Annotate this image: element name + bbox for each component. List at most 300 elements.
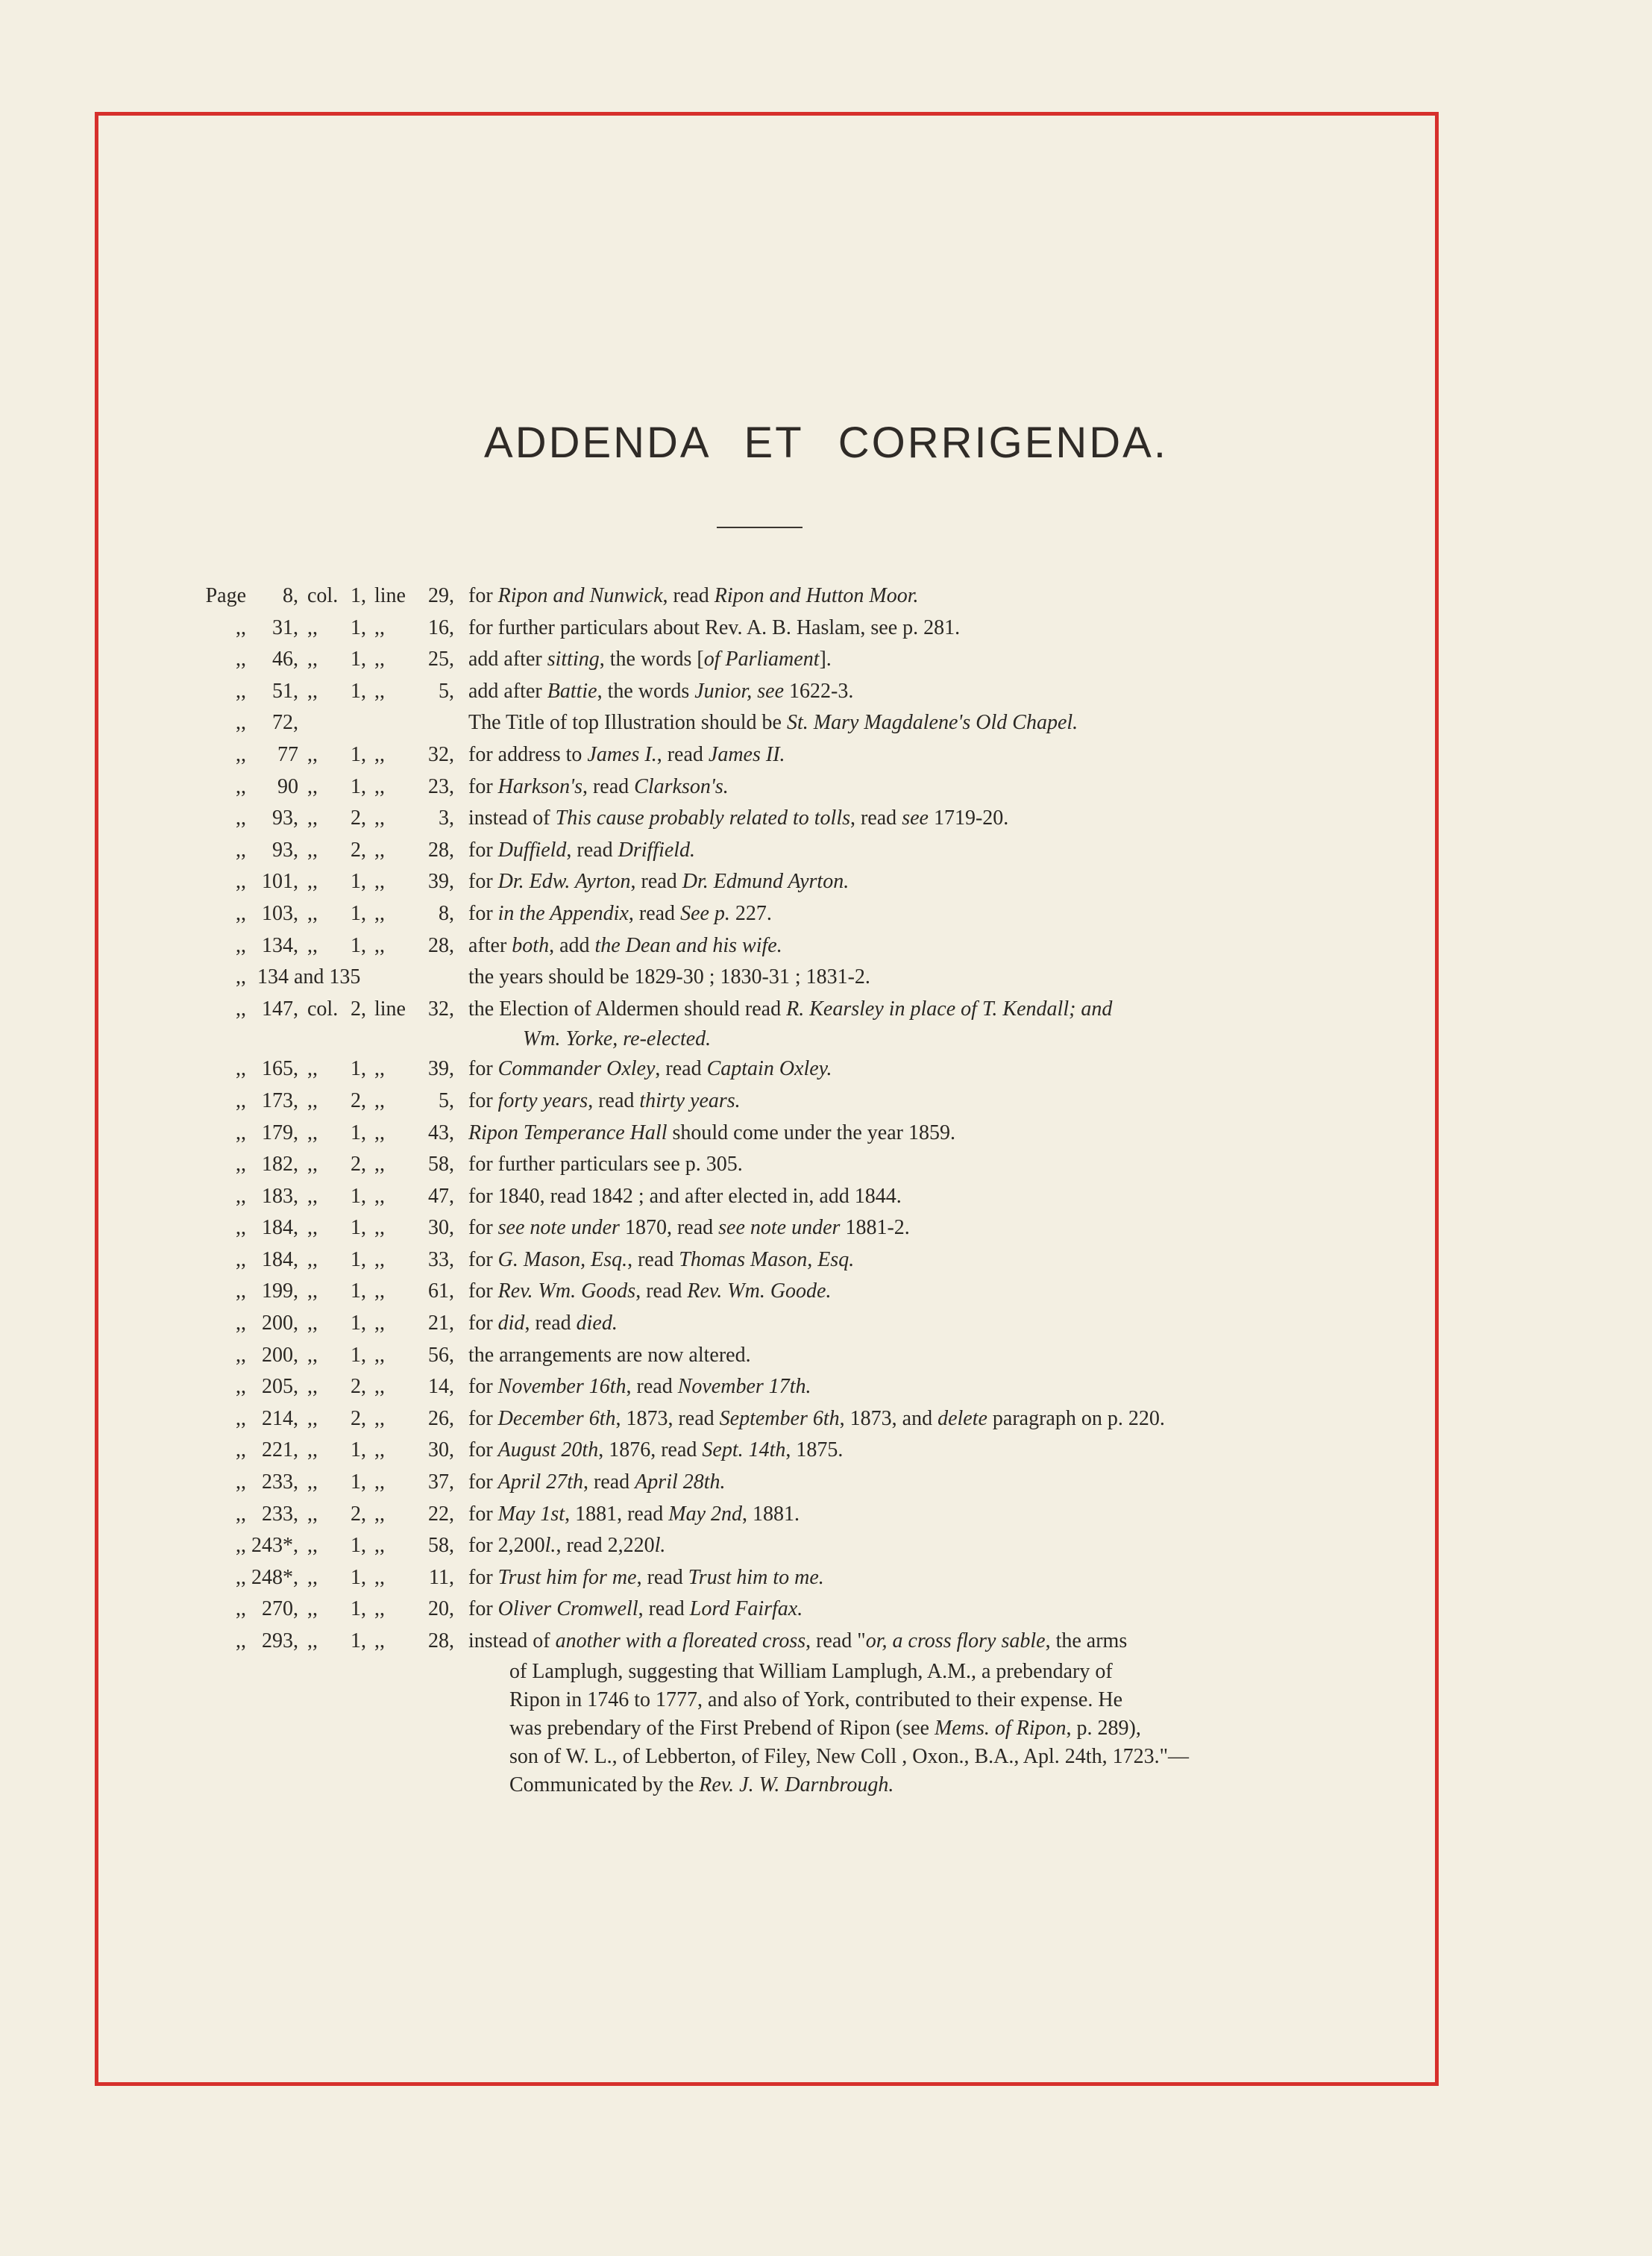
- line-label: ,,: [374, 1153, 385, 1176]
- roman-text: for: [468, 1438, 498, 1462]
- italic-text: November 17th.: [677, 1375, 811, 1399]
- italic-text: April 27th: [497, 1470, 583, 1494]
- italic-text: Thomas Mason, Esq.: [679, 1247, 855, 1271]
- continuation-text: [509, 1743, 1189, 1771]
- erratum-row: [0, 580, 1652, 612]
- column-number: 1,: [351, 615, 366, 639]
- roman-text: ].: [819, 648, 832, 671]
- page-prefix: ,,: [236, 1121, 246, 1144]
- correction-text: [468, 866, 849, 898]
- correction-text: [468, 1467, 726, 1499]
- roman-text: for: [468, 1057, 498, 1081]
- column-number: 1,: [351, 1247, 366, 1271]
- correction-text: [468, 580, 919, 612]
- line-number: 26,: [428, 1406, 454, 1430]
- column-label: ,,: [307, 774, 318, 798]
- italic-text: Ripon and Hutton Moor.: [714, 584, 919, 607]
- line-label: ,,: [374, 1184, 385, 1208]
- italic-text: See p.: [680, 901, 730, 925]
- italic-text: Trust him for me: [497, 1565, 637, 1589]
- column-label: ,,: [307, 1279, 318, 1303]
- column-label: ,,: [307, 1216, 318, 1240]
- page-number: 101,: [262, 870, 298, 894]
- italic-text: see note under: [718, 1216, 841, 1240]
- roman-text: , read: [638, 1597, 690, 1621]
- column-number: 2,: [351, 997, 366, 1021]
- roman-text: for: [468, 901, 498, 925]
- italic-text: James II.: [708, 742, 785, 766]
- page-number: 173,: [262, 1088, 298, 1112]
- column-number: 1,: [351, 1534, 366, 1558]
- italic-text: forty years: [497, 1088, 588, 1112]
- correction-text: [468, 612, 960, 645]
- roman-text: 1881-2.: [840, 1216, 910, 1240]
- column-label: ,,: [307, 1597, 318, 1621]
- column-label: ,,: [307, 1375, 318, 1399]
- correction-text: [468, 1403, 1165, 1435]
- erratum-row: [0, 1467, 1652, 1499]
- roman-text: for: [468, 1470, 498, 1494]
- erratum-row: [0, 1626, 1652, 1658]
- roman-text: for further particulars see p. 305.: [468, 1153, 743, 1176]
- roman-text: for: [468, 1406, 498, 1430]
- correction-text: [468, 1594, 803, 1626]
- page-number: 233,: [262, 1502, 298, 1526]
- roman-text: , the arms: [1045, 1629, 1128, 1652]
- correction-text: [468, 898, 772, 930]
- roman-text: of Lamplugh, suggesting that William Lamplugh, A.M., a prebendary of: [509, 1659, 1113, 1683]
- roman-text: , read: [582, 774, 635, 798]
- line-label: ,,: [374, 1502, 385, 1526]
- column-number: 1,: [351, 1343, 366, 1367]
- line-number: 43,: [428, 1121, 454, 1144]
- column-label: ,,: [307, 1502, 318, 1526]
- correction-text: [468, 1626, 1127, 1658]
- erratum-row: [0, 1181, 1652, 1213]
- correction-text: [468, 707, 1078, 739]
- line-label: ,,: [374, 901, 385, 925]
- page-prefix: ,,: [236, 870, 246, 894]
- line-number: 28,: [428, 933, 454, 957]
- erratum-row: [0, 1085, 1652, 1118]
- erratum-row: [0, 1499, 1652, 1531]
- page-prefix: ,,: [236, 774, 246, 798]
- page-prefix: ,,: [236, 711, 246, 735]
- line-number: 3,: [439, 806, 454, 830]
- column-label: col.: [307, 997, 339, 1021]
- page-prefix: ,,: [236, 1184, 246, 1208]
- roman-text: add after: [468, 679, 547, 703]
- line-label: ,,: [374, 1088, 385, 1112]
- line-number: 30,: [428, 1216, 454, 1240]
- erratum-row: [0, 835, 1652, 867]
- erratum-row: [0, 930, 1652, 962]
- roman-text: , read ": [805, 1629, 866, 1652]
- correction-text: [468, 994, 1112, 1026]
- column-number: 1,: [351, 1438, 366, 1462]
- line-label: ,,: [374, 1375, 385, 1399]
- line-label: ,,: [374, 838, 385, 862]
- correction-text: [468, 1562, 824, 1594]
- roman-text: , read 2,220: [556, 1534, 655, 1558]
- line-number: 16,: [428, 615, 454, 639]
- column-label: ,,: [307, 615, 318, 639]
- erratum-row: [0, 1308, 1652, 1340]
- page-prefix: ,,: [236, 806, 246, 830]
- line-label: ,,: [374, 933, 385, 957]
- roman-text: , read: [626, 1375, 678, 1399]
- roman-text: for: [468, 1375, 498, 1399]
- page-number: 77: [277, 742, 298, 766]
- correction-text: [468, 1371, 811, 1403]
- italic-text: the Dean and his wife.: [594, 933, 782, 957]
- correction-text: [468, 1118, 955, 1150]
- italic-text: thirty years.: [639, 1088, 741, 1112]
- column-number: 2,: [351, 1406, 366, 1430]
- column-label: ,,: [307, 1088, 318, 1112]
- roman-text: for: [468, 1312, 498, 1335]
- column-number: 1,: [351, 1597, 366, 1621]
- page-prefix: ,,: [236, 901, 246, 925]
- title-rule: [717, 527, 803, 528]
- correction-text: [468, 835, 695, 867]
- roman-text: , read: [627, 1247, 679, 1271]
- roman-text: , read: [630, 870, 682, 894]
- italic-text: Commander Oxley: [497, 1057, 656, 1081]
- roman-text: son of W. L., of Lebberton, of Filey, New Coll , Oxon., B.A., Apl. 24th, 1723."—: [509, 1744, 1190, 1768]
- italic-text: Harkson's: [497, 774, 582, 798]
- line-label: ,,: [374, 1216, 385, 1240]
- column-number: 1,: [351, 1470, 366, 1494]
- page-number: 147,: [262, 997, 298, 1021]
- roman-text: the Election of Aldermen should read: [468, 997, 787, 1021]
- continuation-line: [0, 1658, 1652, 1686]
- italic-text: St. Mary Magdalene's Old Chapel.: [787, 711, 1078, 735]
- erratum-row: [0, 1149, 1652, 1181]
- page-number: 248*,: [251, 1565, 298, 1589]
- italic-text: Dr. Edmund Ayrton.: [682, 870, 849, 894]
- italic-text: September 6th: [719, 1406, 840, 1430]
- continuation-line: [0, 1743, 1652, 1771]
- page-prefix: ,,: [236, 1312, 246, 1335]
- roman-text: for: [468, 838, 498, 862]
- erratum-row: [0, 676, 1652, 708]
- column-number: 1,: [351, 648, 366, 671]
- page-number: 199,: [262, 1279, 298, 1303]
- column-label: ,,: [307, 1153, 318, 1176]
- page-number: 200,: [262, 1343, 298, 1367]
- line-number: 29,: [428, 584, 454, 607]
- roman-text: 227.: [729, 901, 772, 925]
- italic-text: Dr. Edw. Ayrton: [497, 870, 631, 894]
- line-number: 39,: [428, 870, 454, 894]
- erratum-row: [0, 707, 1652, 739]
- italic-text: Rev. Wm. Goods: [497, 1279, 636, 1303]
- italic-text: Mems. of Ripon: [934, 1716, 1067, 1740]
- roman-text: , read: [662, 584, 714, 607]
- column-number: 1,: [351, 1121, 366, 1144]
- page-number: 103,: [262, 901, 298, 925]
- column-label: ,,: [307, 870, 318, 894]
- line-label: ,,: [374, 806, 385, 830]
- column-number: 1,: [351, 901, 366, 925]
- column-label: ,,: [307, 1343, 318, 1367]
- column-label: ,,: [307, 679, 318, 703]
- line-number: 5,: [439, 679, 454, 703]
- erratum-row: [0, 644, 1652, 676]
- page-number: 179,: [262, 1121, 298, 1144]
- roman-text: , read: [583, 1470, 635, 1494]
- line-label: line: [374, 997, 406, 1021]
- page-prefix: ,,: [236, 1597, 246, 1621]
- page-number: 184,: [262, 1216, 298, 1240]
- roman-text: the years should be 1829-30 ; 1830-31 ; 1831-2.: [468, 965, 870, 989]
- line-number: 33,: [428, 1247, 454, 1271]
- continuation-text: [509, 1658, 1113, 1686]
- line-number: 61,: [428, 1279, 454, 1303]
- column-label: ,,: [307, 901, 318, 925]
- page-number: 93,: [272, 806, 298, 830]
- roman-text: 1622-3.: [784, 679, 854, 703]
- roman-text: , 1873, and: [839, 1406, 938, 1430]
- column-label: ,,: [307, 1629, 318, 1652]
- page-number: 72,: [272, 711, 298, 735]
- erratum-row: [0, 1244, 1652, 1276]
- correction-text: [468, 1499, 800, 1531]
- roman-text: , the words: [597, 679, 695, 703]
- italic-text: Lord Fairfax.: [689, 1597, 803, 1621]
- italic-text: Wm. Yorke, re-elected.: [523, 1027, 712, 1051]
- erratum-row: [0, 771, 1652, 803]
- italic-text: sitting: [547, 648, 600, 671]
- roman-text: instead of: [468, 1629, 556, 1652]
- correction-text: [468, 771, 729, 803]
- column-number: 1,: [351, 679, 366, 703]
- italic-text: both: [512, 933, 550, 957]
- continuation-line: [0, 1686, 1652, 1714]
- column-number: 1,: [351, 870, 366, 894]
- page-number: 8,: [283, 584, 298, 607]
- column-label: ,,: [307, 1312, 318, 1335]
- roman-text: The Title of top Illustration should be: [468, 711, 787, 735]
- line-label: ,,: [374, 870, 385, 894]
- page-prefix: ,,: [236, 648, 246, 671]
- column-number: 2,: [351, 1375, 366, 1399]
- italic-text: This cause probably related to tolls: [555, 806, 850, 830]
- page-number: 221,: [262, 1438, 298, 1462]
- italic-text: Captain Oxley.: [706, 1057, 832, 1081]
- line-label: ,,: [374, 1629, 385, 1652]
- correction-text: [468, 1530, 665, 1562]
- page-prefix: ,,: [236, 1565, 246, 1589]
- roman-text: , add: [549, 933, 595, 957]
- erratum-row: [0, 1340, 1652, 1372]
- line-label: ,,: [374, 1565, 385, 1589]
- italic-text: Ripon and Nunwick: [497, 584, 663, 607]
- page-prefix: ,,: [236, 933, 246, 957]
- line-number: 8,: [439, 901, 454, 925]
- page-prefix: ,,: [236, 997, 246, 1021]
- italic-text: R. Kearsley in place of T. Kendall; and: [786, 997, 1113, 1021]
- column-label: ,,: [307, 806, 318, 830]
- roman-text: 1870, read: [619, 1216, 719, 1240]
- page-prefix: ,,: [236, 615, 246, 639]
- line-number: 32,: [428, 742, 454, 766]
- page-number: 46,: [272, 648, 298, 671]
- roman-text: for: [468, 1247, 498, 1271]
- line-label: ,,: [374, 1534, 385, 1558]
- roman-text: after: [468, 933, 512, 957]
- correction-text: [468, 1340, 751, 1372]
- column-label: ,,: [307, 1470, 318, 1494]
- roman-text: , read: [656, 742, 709, 766]
- erratum-row: [0, 803, 1652, 835]
- page-number: 134,: [262, 933, 298, 957]
- page-number: 31,: [272, 615, 298, 639]
- roman-text: instead of: [468, 806, 556, 830]
- italic-text: Junior, see: [694, 679, 785, 703]
- correction-text: [468, 930, 782, 962]
- page-number: 205,: [262, 1375, 298, 1399]
- column-label: ,,: [307, 933, 318, 957]
- roman-text: for: [468, 774, 498, 798]
- erratum-row: [0, 962, 1652, 994]
- line-number: 21,: [428, 1312, 454, 1335]
- roman-text: paragraph on p. 220.: [987, 1406, 1165, 1430]
- column-number: 1,: [351, 774, 366, 798]
- line-number: 58,: [428, 1153, 454, 1176]
- column-number: 2,: [351, 1153, 366, 1176]
- line-number: 23,: [428, 774, 454, 798]
- page-number: 270,: [262, 1597, 298, 1621]
- column-label: ,,: [307, 742, 318, 766]
- line-label: ,,: [374, 648, 385, 671]
- italic-text: August 20th: [497, 1438, 599, 1462]
- continuation-text: [509, 1714, 1141, 1743]
- line-number: 47,: [428, 1184, 454, 1208]
- page-prefix: ,,: [236, 1088, 246, 1112]
- roman-text: , 1881, read: [565, 1502, 669, 1526]
- continuation-text: [523, 1025, 711, 1053]
- page-title: ADDENDA ET CORRIGENDA.: [484, 419, 1168, 467]
- page-number: 293,: [262, 1629, 298, 1652]
- page-prefix: Page: [205, 584, 246, 607]
- erratum-row: [0, 612, 1652, 645]
- line-number: 39,: [428, 1057, 454, 1081]
- continuation-line: [0, 1771, 1652, 1799]
- page-number: 93,: [272, 838, 298, 862]
- line-label: ,,: [374, 1057, 385, 1081]
- roman-text: for: [468, 1502, 498, 1526]
- italic-text: April 28th.: [635, 1470, 726, 1494]
- column-label: col.: [307, 584, 339, 607]
- erratum-row: [0, 1562, 1652, 1594]
- page-prefix: ,,: [236, 1247, 246, 1271]
- roman-text: Ripon in 1746 to 1777, and also of York, contributed to their expense. He: [509, 1688, 1123, 1711]
- roman-text: , p. 289),: [1066, 1716, 1141, 1740]
- page-prefix: ,,: [236, 742, 246, 766]
- page-prefix: ,,: [236, 965, 246, 989]
- roman-text: for: [468, 1279, 498, 1303]
- roman-text: the arrangements are now altered.: [468, 1343, 751, 1367]
- line-label: ,,: [374, 1121, 385, 1144]
- column-label: ,,: [307, 1057, 318, 1081]
- line-label: ,,: [374, 1343, 385, 1367]
- roman-text: , read: [524, 1312, 577, 1335]
- column-label: ,,: [307, 1565, 318, 1589]
- line-number: 56,: [428, 1343, 454, 1367]
- line-number: 30,: [428, 1438, 454, 1462]
- column-number: 1,: [351, 584, 366, 607]
- erratum-row: [0, 1594, 1652, 1626]
- italic-text: another with a floreated cross: [555, 1629, 806, 1652]
- correction-text: [468, 1276, 831, 1308]
- italic-text: l.: [544, 1534, 556, 1558]
- roman-text: Communicated by the: [509, 1773, 700, 1796]
- page-number: 200,: [262, 1312, 298, 1335]
- page-number: 51,: [272, 679, 298, 703]
- italic-text: Duffield: [497, 838, 567, 862]
- correction-text: [468, 1181, 902, 1213]
- correction-text: [468, 1053, 832, 1085]
- line-label: ,,: [374, 615, 385, 639]
- italic-text: Sept. 14th: [702, 1438, 786, 1462]
- roman-text: for: [468, 1216, 498, 1240]
- italic-text: see: [902, 806, 929, 830]
- page-prefix: ,,: [236, 1534, 246, 1558]
- correction-text: [468, 1435, 843, 1467]
- italic-text: or, a cross flory sable: [865, 1629, 1046, 1652]
- line-number: 58,: [428, 1534, 454, 1558]
- roman-text: , 1881.: [742, 1502, 800, 1526]
- page-prefix: ,,: [236, 1470, 246, 1494]
- column-label: ,,: [307, 1534, 318, 1558]
- italic-text: Clarkson's.: [634, 774, 729, 798]
- roman-text: , read: [850, 806, 902, 830]
- italic-text: James I.: [587, 742, 657, 766]
- roman-text: , read: [635, 1279, 688, 1303]
- roman-text: for: [468, 584, 498, 607]
- italic-text: Battie: [547, 679, 597, 703]
- line-label: ,,: [374, 1438, 385, 1462]
- page-number: 184,: [262, 1247, 298, 1271]
- correction-text: [468, 1149, 743, 1181]
- correction-text: [468, 644, 832, 676]
- italic-text: May 2nd: [668, 1502, 743, 1526]
- italic-text: Oliver Cromwell: [497, 1597, 638, 1621]
- roman-text: for: [468, 1565, 498, 1589]
- line-number: 28,: [428, 1629, 454, 1652]
- correction-text: [468, 739, 785, 771]
- line-number: 5,: [439, 1088, 454, 1112]
- erratum-row: [0, 1276, 1652, 1308]
- line-number: 22,: [428, 1502, 454, 1526]
- italic-text: Rev. J. W. Darnbrough.: [699, 1773, 894, 1796]
- page-prefix: ,,: [236, 1153, 246, 1176]
- line-number: 14,: [428, 1375, 454, 1399]
- line-label: ,,: [374, 1312, 385, 1335]
- line-label: ,,: [374, 1406, 385, 1430]
- column-number: 2,: [351, 806, 366, 830]
- column-label: ,,: [307, 1438, 318, 1462]
- column-number: 1,: [351, 742, 366, 766]
- page-reference: 134 and 135: [257, 965, 361, 989]
- line-number: 32,: [428, 997, 454, 1021]
- continuation-text: [509, 1686, 1122, 1714]
- correction-text: [468, 676, 853, 708]
- roman-text: , read: [636, 1565, 688, 1589]
- italic-text: delete: [938, 1406, 987, 1430]
